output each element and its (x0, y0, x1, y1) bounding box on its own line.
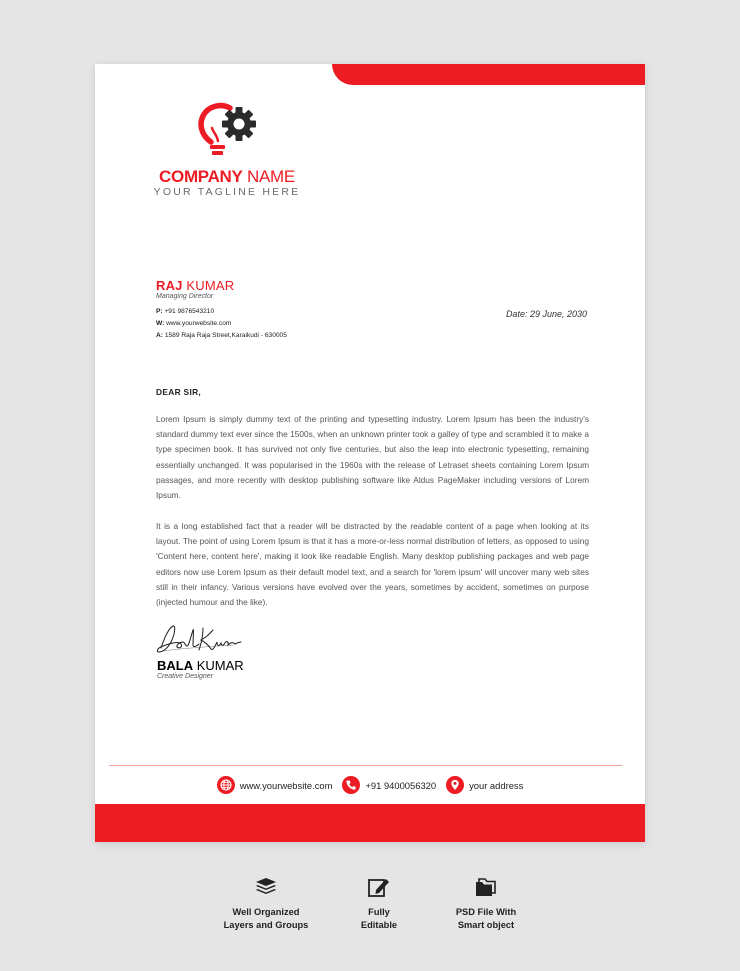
feature-layers-line-2: Layers and Groups (223, 920, 309, 930)
sender-first-name: RAJ (156, 278, 183, 293)
signatory-name (157, 658, 244, 673)
footer-contacts (95, 774, 645, 796)
footer-phone-text: +91 9400056320 (365, 779, 437, 791)
top-accent-bar (332, 64, 645, 85)
feature-psd-line-1: PSD File With (455, 907, 517, 917)
feature-editable (339, 876, 419, 932)
body-paragraph-1: Lorem Ipsum is simply dummy text of the printing and typesetting industry. Lorem Ipsum has been the industry's standard dummy text ever since the 1500s, when an unknown printer took a galley of type and scrambled it to make a type specimen book. It has survived not only five centuries, but also the leap into electronic typesetting, remaining essentially unchanged. It was popularised in the 1960s with the release of Letraset sheets containing Lorem Ipsum passages, and more recently with desktop publishing software like Aldus PageMaker including versions of Lorem Ipsum. (156, 414, 589, 501)
sender-role: Managing Director (156, 293, 214, 300)
footer-address[interactable] (446, 776, 523, 794)
company-tagline: YOUR TAGLINE HERE (153, 186, 301, 198)
company-name (95, 167, 359, 187)
feature-psd (436, 876, 536, 932)
phone-label: P: (156, 308, 163, 315)
sender-phone: +91 9876543210 (164, 308, 215, 315)
sender-address: 1589 Raja Raja Street,Karaikudi - 630005 (164, 332, 287, 339)
footer-website[interactable] (217, 776, 333, 794)
sender-phone-line (156, 308, 214, 315)
layers-icon (206, 876, 326, 898)
sender-web: www.yourwebsite.com (166, 320, 232, 327)
edit-icon (339, 876, 419, 898)
signatory-last-name: KUMAR (196, 658, 244, 673)
company-name-bold: COMPANY (159, 167, 243, 186)
feature-layers (206, 876, 326, 932)
signatory-first-name: BALA (157, 658, 194, 673)
letter-date: Date: 29 June, 2030 (505, 309, 587, 319)
sender-address-line (156, 332, 287, 339)
lightbulb-gear-logo-icon (195, 102, 265, 164)
handwritten-signature (153, 622, 243, 656)
footer-phone[interactable] (342, 776, 436, 794)
company-name-regular: NAME (247, 167, 295, 186)
feature-editable-line-1: Fully (368, 907, 390, 917)
address-label: A: (156, 332, 163, 339)
web-label: W: (156, 320, 165, 327)
feature-editable-line-2: Editable (360, 920, 398, 930)
sender-last-name: KUMAR (186, 278, 235, 293)
folder-icon (436, 876, 536, 898)
letterhead-page (95, 64, 645, 842)
phone-icon (342, 776, 360, 794)
body-paragraph-2: It is a long established fact that a reader will be distracted by the readable content of a page when looking at its layout. The point of using Lorem Ipsum is that it has a more-or-less normal distribution of letters, as opposed to using 'Content here, content here', making it look like readable English. Many desktop publishing packages and web page editors now use Lorem Ipsum as their default model text, and a search for 'lorem ipsum' will uncover many web sites still in their infancy. Various versions have evolved over the years, sometimes by accident, sometimes on purpose (injected humour and the like). (156, 521, 589, 608)
sender-web-line (156, 320, 231, 327)
bottom-accent-bar (95, 804, 645, 842)
location-pin-icon (446, 776, 464, 794)
sender-name (156, 278, 234, 293)
footer-address-text: your address (469, 779, 524, 791)
signatory-role: Creative Designer (157, 673, 214, 680)
feature-psd-line-2: Smart object (457, 920, 515, 930)
feature-layers-line-1: Well Organized (232, 907, 300, 917)
salutation: DEAR SIR, (156, 387, 202, 397)
footer-divider (109, 765, 622, 766)
globe-icon (217, 776, 235, 794)
footer-website-text: www.yourwebsite.com (239, 779, 333, 791)
